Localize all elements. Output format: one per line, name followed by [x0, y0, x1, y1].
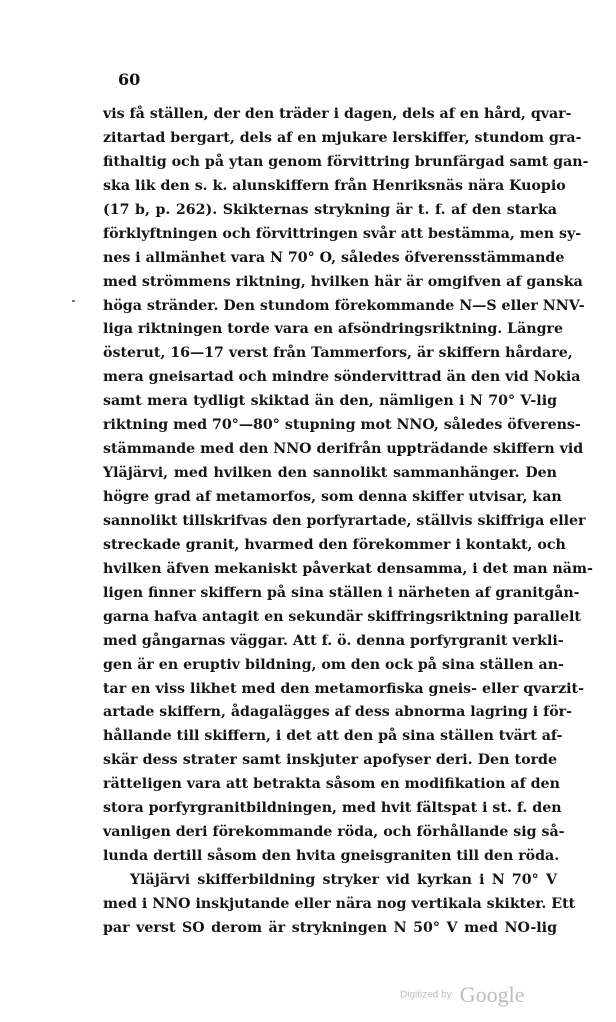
text-line: vanligen deri förekommande röda, och förhållande sig så- [103, 824, 565, 841]
body-text [103, 103, 593, 941]
text-line: stora porfyrgranitbildningen, med hvit fältspat i st. f. den [103, 800, 562, 817]
text-line: tar en viss likhet med den metamorfiska gneis- eller qvarzit- [103, 680, 584, 697]
text-line: stämmande med den NNO derifrån uppträdande skiffern vid [103, 441, 584, 458]
text-line: fithaltig och på ytan genom förvittring brunfärgad samt gan- [103, 153, 589, 170]
text-line: höga stränder. Den stundom förekommande N—S eller NNV- [103, 297, 585, 314]
text-line: ska lik den s. k. alunskiffern från Henriksnäs nära Kuopio [103, 177, 566, 194]
text-line: ligen finner skiffern på sina ställen i närheten af granitgån- [103, 584, 580, 601]
text-line: högre grad af metamorfos, som denna skiffer utvisar, kan [103, 489, 562, 505]
text-line: med strömmens riktning, hvilken här är omgifven af ganska [103, 273, 583, 290]
text-line: med gångarnas väggar. Att f. ö. denna porfyrgranit verkli- [103, 632, 564, 649]
text-line: rätteligen vara att betrakta såsom en modifikation af den [103, 776, 560, 793]
text-line: gen är en eruptiv bildning, om den ock på sina ställen an- [103, 656, 564, 673]
text-line: garna hafva antagit en sekundär skiffringsriktning parallelt [103, 608, 581, 625]
text-line: riktning med 70°—80° stupning mot NNO, således öfverens- [103, 417, 581, 434]
text-line: streckade granit, hvarmed den förekommer i kontakt, och [103, 536, 566, 553]
text-line: sannolikt tillskrifvas den porfyrartade, ställvis skiffriga eller [103, 512, 586, 529]
text-line: mera gneisartad och mindre söndervittrad än den vid Nokia [103, 369, 581, 386]
text-line: vis få ställen, der den träder i dagen, dels af en hård, qvar- [103, 106, 572, 122]
watermark-caption: Digitized by [400, 989, 452, 1001]
text-line: nes i allmänhet vara N 70° O, således öfverensstämmande [103, 249, 565, 266]
text-line: Yläjärvi, med hvilken den sannolikt sammanhänger. Den [103, 465, 557, 482]
text-line: Yläjärvi skifferbildning stryker vid kyrkan i N 70° V [130, 872, 557, 888]
text-line: lunda dertill såsom den hvita gneisgraniten till den röda. [103, 848, 560, 865]
text-line: hållande till skiffern, i det att den på sina ställen tvärt af- [103, 728, 563, 745]
text-line: samt mera tydligt skiktad än den, nämligen i N 70° V-lig [103, 393, 557, 410]
digitized-watermark [400, 982, 524, 1008]
text-line: österut, 16—17 verst från Tammerfors, är skiffern hårdare, [103, 345, 573, 362]
text-line: förklyftningen och förvittringen svår att bestämma, men sy- [103, 225, 582, 242]
text-line: skär dess strater samt inskjuter apofyser deri. Den torde [103, 752, 557, 769]
text-line: (17 b, p. 262). Skikternas strykning är t. f. af den starka [103, 201, 557, 218]
page-number: 60 [118, 70, 141, 89]
text-line: med i NNO inskjutande eller nära nog vertikala skikter. Ett [103, 895, 576, 912]
text-line: liga riktningen torde vara en afsöndringsriktning. Längre [103, 321, 564, 338]
text-line: par verst SO derom är strykningen N 50° V med NO-lig [103, 919, 557, 936]
google-logo: Google [459, 982, 525, 1007]
text-line: artade skiffern, ådagalägges af dess abnorma lagring i för- [103, 704, 573, 721]
text-line: hvilken äfven mekaniskt påverkat densamma, i det man näm- [103, 560, 593, 577]
margin-mark [72, 300, 75, 302]
text-line: zitartad bergart, dels af en mjukare lerskiffer, stundom gra- [103, 129, 582, 146]
